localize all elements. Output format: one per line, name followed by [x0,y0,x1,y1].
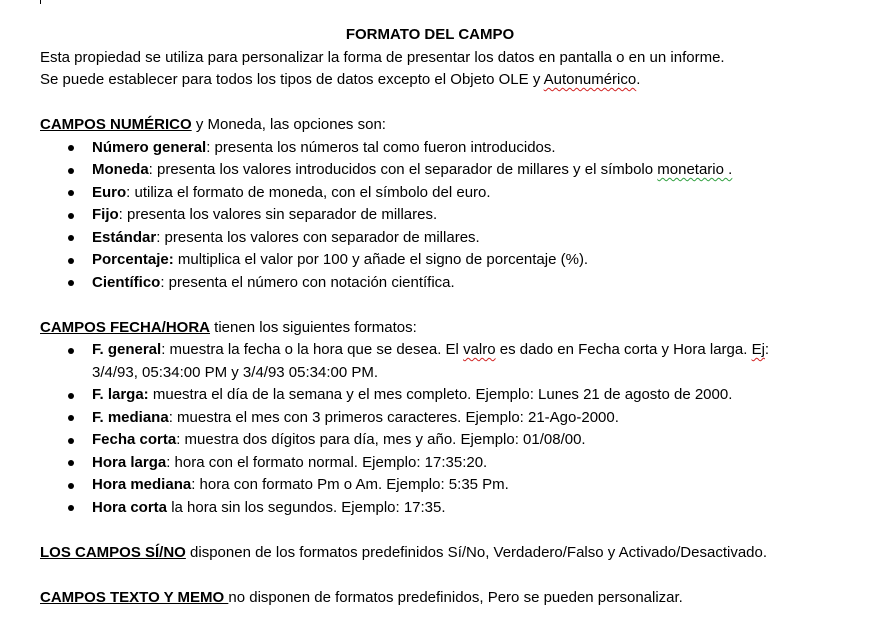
item-term: Número general [92,138,207,156]
list-item [40,474,860,497]
yesno-heading: LOS CAMPOS SÍ/NO [40,543,186,561]
list-item [40,429,860,452]
item-text: : presenta los valores sin separador de millares. [118,206,438,223]
item-text: : presenta los valores introducidos con el separador de millares y el símbolo [148,161,658,178]
item-text: : muestra dos dígitos para día, mes y año. Ejemplo: 01/08/00. [176,431,586,448]
item-text: multiplica el valor por 100 y añade el signo de porcentaje (%). [173,251,589,268]
item-term: Científico [92,273,161,291]
item-text: : utiliza el formato de moneda, con el símbolo del euro. [126,183,491,201]
item-text: : presenta los valores con separador de millares. [156,228,480,246]
list-item [40,227,860,250]
item-term: Hora corta [92,498,168,516]
list-item [40,182,860,205]
datetime-heading-line [40,317,860,340]
numeric-list [40,137,860,295]
numeric-heading: CAMPOS NUMÉRICO [40,116,192,133]
list-item [40,204,860,227]
datetime-heading-rest: tienen los siguientes formatos: [210,318,417,336]
item-text: muestra el día de la semana y el mes completo. Ejemplo: Lunes 21 de agosto de 2000. [148,386,733,403]
item-term: Hora larga [92,453,167,471]
item-term: Moneda [92,161,149,178]
item-term: Euro [92,183,127,201]
cursor-mark [40,0,41,4]
numeric-heading-rest: y Moneda, las opciones son: [191,116,386,133]
intro-line-2 [40,69,860,92]
spellcheck-word-valro: valro [463,341,496,358]
item-text: es dado en Fecha corta y Hora larga. [495,341,752,358]
list-item [40,339,860,384]
item-text: : hora con el formato normal. Ejemplo: 17:35:20. [166,453,488,471]
list-item [40,452,860,475]
item-text: : presenta los números tal como fueron introducidos. [206,138,556,156]
item-term: Hora mediana [92,476,192,493]
item-term: F. larga: [92,386,149,403]
document-page [40,24,860,609]
item-term: Fecha corta [92,431,177,448]
spellcheck-word-autonumerico: Autonumérico [543,71,637,88]
list-item [40,272,860,295]
text-memo-heading: CAMPOS TEXTO Y MEMO [40,588,229,606]
spellcheck-word-ej: Ej [751,341,765,358]
list-item [40,249,860,272]
item-text: : [764,341,770,358]
list-item [40,159,860,182]
grammar-flag-monetario: monetario . [657,161,733,178]
item-term: Estándar [92,228,157,246]
item-text: : presenta el número con notación científica. [160,273,455,291]
datetime-heading: CAMPOS FECHA/HORA [40,318,211,336]
list-item [40,137,860,160]
yesno-paragraph [40,542,860,565]
text-memo-text: no disponen de formatos predefinidos, Pero se pueden personalizar. [228,588,683,606]
numeric-heading-line [40,114,860,137]
datetime-list [40,339,860,519]
intro-line-1: Esta propiedad se utiliza para personalizar la forma de presentar los datos en pantalla o en un informe. [40,48,725,66]
item-text: : muestra el mes con 3 primeros caracteres. Ejemplo: 21-Ago-2000. [168,408,619,426]
text-memo-paragraph [40,587,860,610]
item-term: Porcentaje: [92,251,174,268]
item-text: la hora sin los segundos. Ejemplo: 17:35. [167,498,446,516]
item-term: F. mediana [92,408,169,426]
item-text-line2: 3/4/93, 05:34:00 PM y 3/4/93 05:34:00 PM. [92,363,379,381]
item-term: Fijo [92,206,119,223]
list-item [40,407,860,430]
intro-line-2-text: Se puede establecer para todos los tipos de datos excepto el Objeto OLE y [40,71,544,88]
intro-line-2-end: . [636,71,641,88]
list-item [40,497,860,520]
item-term: F. general [92,341,162,358]
yesno-text: disponen de los formatos predefinidos Sí/No, Verdadero/Falso y Activado/Desactivado. [185,543,768,561]
document-title: FORMATO DEL CAMPO [345,26,515,43]
item-text: : hora con formato Pm o Am. Ejemplo: 5:35 Pm. [191,476,509,493]
item-text: : muestra la fecha o la hora que se desea. El [161,341,464,358]
list-item [40,384,860,407]
